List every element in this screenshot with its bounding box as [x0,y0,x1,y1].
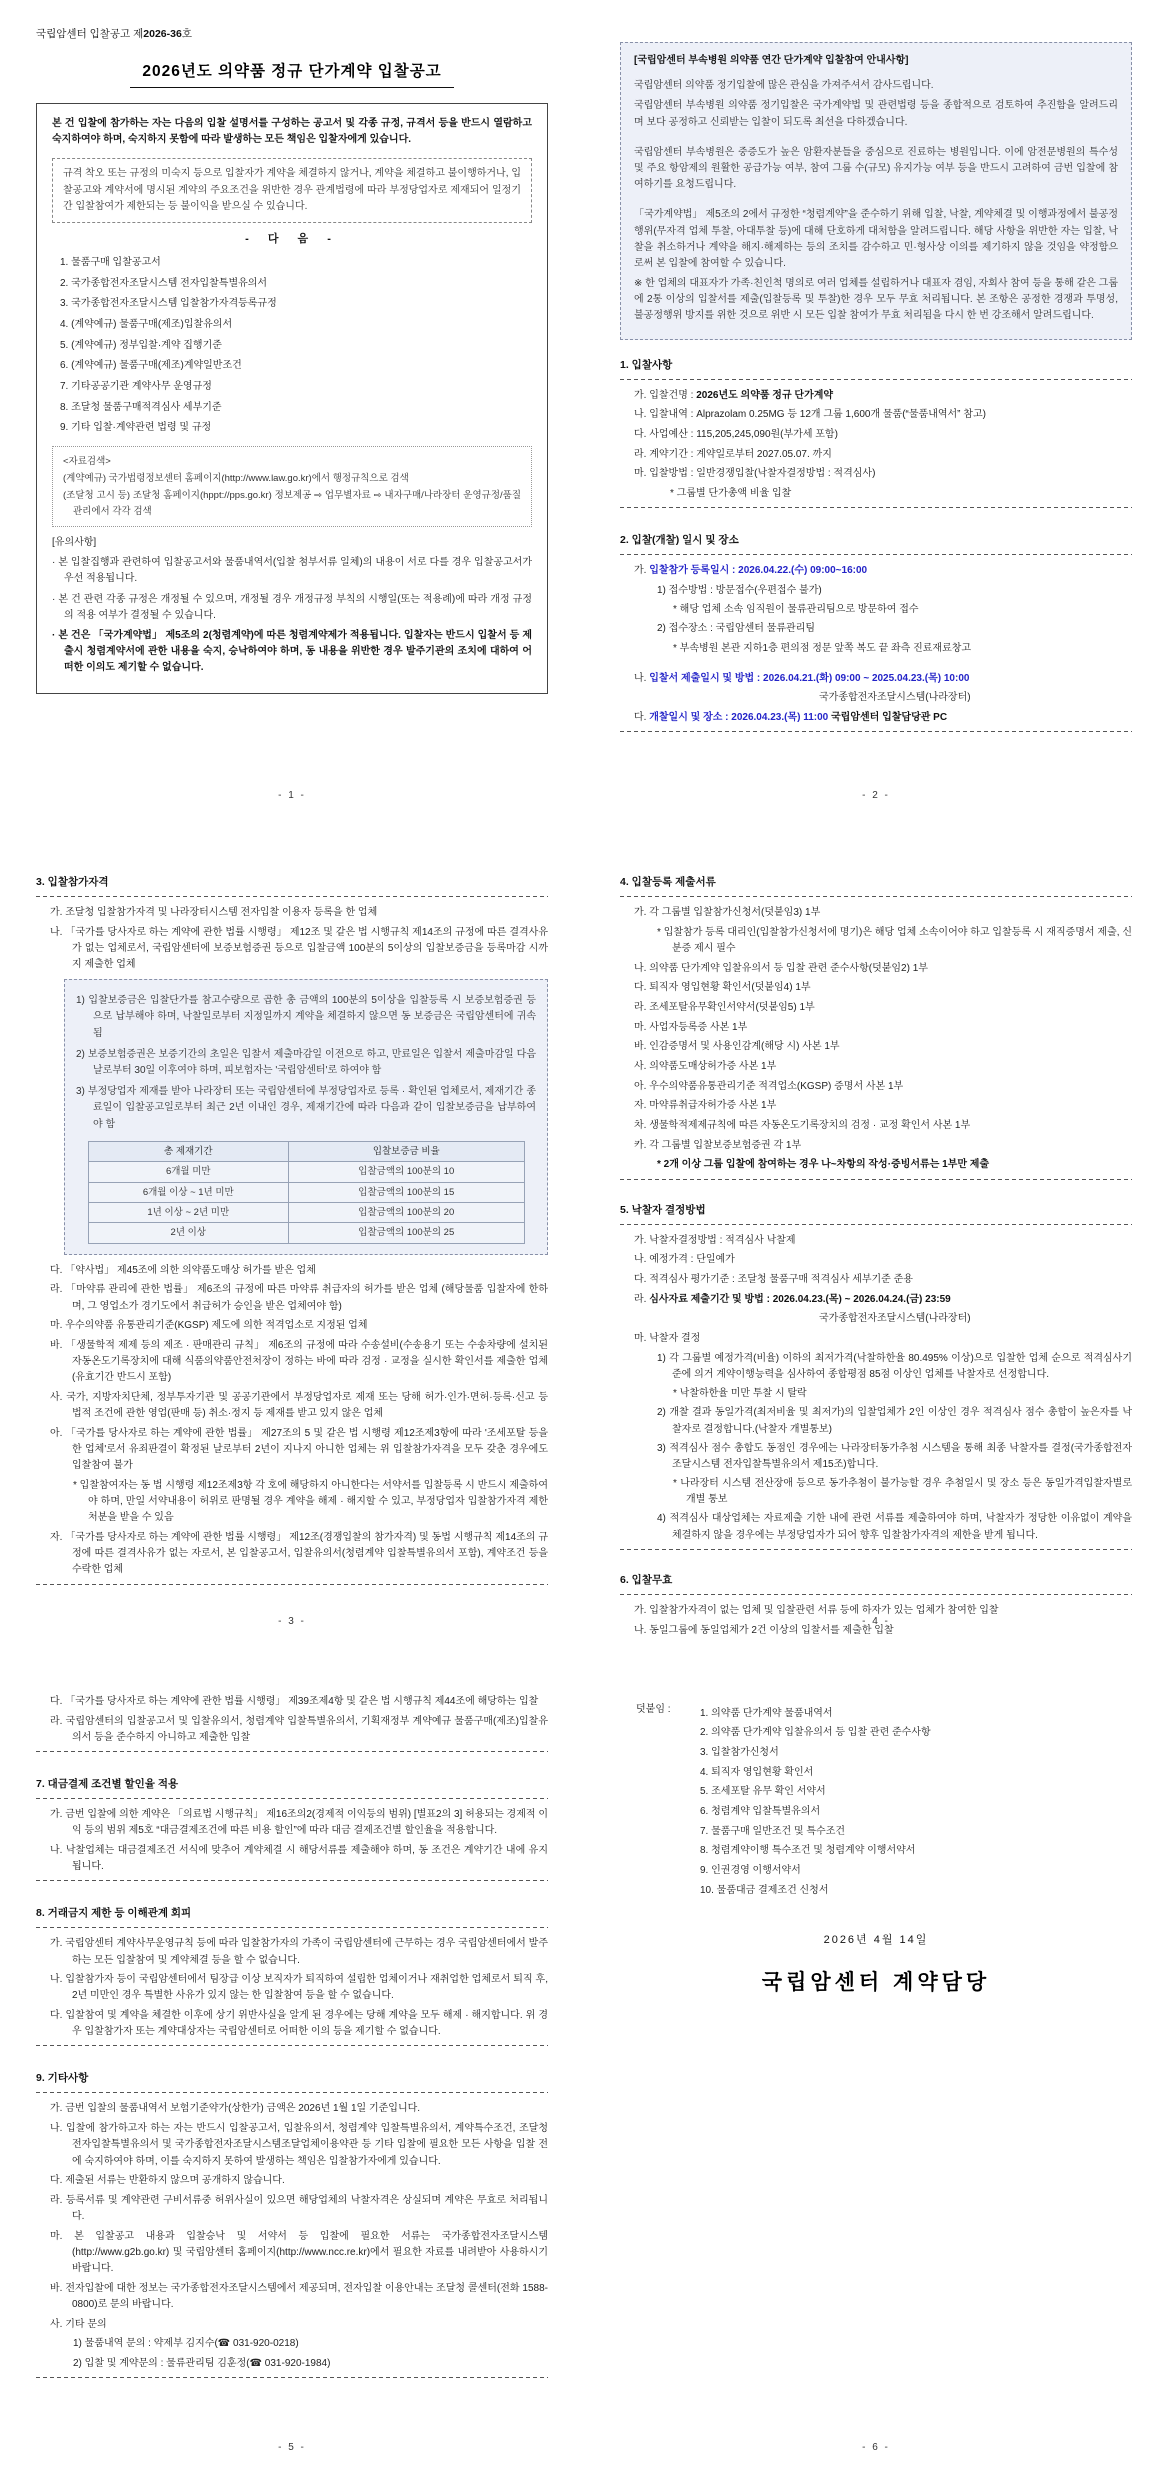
qualification-item: 사. 국가, 지방자치단체, 정부투자기관 및 공공기관에서 부정당업자로 제재 또는 당해 허가·인가·면허·등록·신고 등 법적 조건에 관한 영업(판매 등) 취소·정지 등 제재를 받고 있지 않은 업체 [50,1391,548,1420]
submission-item: 카. 각 그룹별 입찰보증보험증권 각 1부 [634,1139,802,1151]
dashed-separator [36,2092,548,2093]
payment-discount-item: 나. 낙찰업체는 대금결제조건 서식에 맞추어 계약체결 시 해당서류를 제출해야 하며, 동 조건은 계약기간 내에 유지됩니다. [50,1844,548,1873]
table-row [88,1162,524,1182]
guide-paragraph: 국립암센터 의약품 정기입찰에 많은 관심을 가져주셔서 감사드립니다. [634,80,934,92]
table-header-row [88,1141,524,1161]
section-heading: 1. 입찰사항 [620,358,673,371]
column-header-sanction-period: 총 제재기간 [88,1141,289,1161]
registration-datetime-line [634,563,1132,579]
attachments-label: 덧붙임 : [636,1704,671,1715]
submission-note: * 입찰참가 등록 대리인(입찰참가신청서에 명기)은 해당 업체 소속이어야 하고 입찰등록 시 재직증명서 제출, 신분증 제시 필수 [657,926,1132,954]
conflict-item: 다. 입찰참여 및 계약을 체결한 이후에 상기 위반사실을 알게 된 경우에는 당해 계약을 모두 해제 · 해지합니다. 위 경우 입찰참가자 또는 계약대상자는 국립암센터로 어떠한 이의 등을 제기할 수 없습니다. [50,2010,548,2038]
submission-datetime-value: 입찰서 제출일시 및 방법 : 2026.04.21.(화) 09:00 ~ 2025.04.23.(목) 10:00 [649,672,970,684]
header-suffix: 호 [181,28,192,40]
dashed-separator [620,379,1132,380]
section-2-schedule [620,532,1132,732]
cell-period: 1년 이상 ~ 2년 미만 [88,1202,289,1222]
page-number: - 6 - [862,2441,890,2453]
bid-document-item: 4. (계약예규) 물품구매(제조)입찰유의서 [60,318,233,330]
invalid-bid-item: 나. 동일그룹에 동일업체가 2건 이상의 입찰서를 제출한 입찰 [634,1624,894,1636]
submission-document-list [634,961,1132,1154]
attachment-item: 6. 청렴계약 입찰특별유의서 [700,1805,821,1817]
submission-item: 차. 생물학적제제규칙에 따른 자동온도기록장치의 검정 · 교정 확인서 사본 1부 [634,1120,971,1132]
dashed-separator [620,896,1132,897]
award-rule: 4) 적격심사 대상업체는 자료제출 기한 내에 관련 서류를 제출하여야 하며, 낙찰자가 정당한 이유없이 계약을 체결하지 않을 경우에는 부정당업자가 되어 향후 입찰참가자격의 제한을 받게 됩니다. [657,1513,1132,1541]
bid-method-line: 마. 입찰방법 : 일반경쟁입찰(낙찰자결정방법 : 적격심사) [634,468,876,480]
attachments-list [700,1702,1132,1902]
award-rule: 2) 개찰 결과 동일가격(최저비율 및 최저가)의 입찰업체가 2인 이상인 경우 적격심사 점수 총합이 높은자를 낙찰자로 결정합니다.(낙찰자 개별통보) [657,1407,1132,1435]
conflict-item: 가. 국립암센터 계약사무운영규칙 등에 따라 입찰참가자의 가족이 국립암센터에 근무하는 경우 국립암센터에서 발주하는 모든 입찰참여 및 계약체결 등을 할 수 없습니다. [50,1938,548,1966]
daum-divider: - 다 음 - [245,233,339,246]
award-decision-line: 마. 낙찰자 결정 [634,1333,701,1345]
section-heading: 8. 거래금지 제한 등 이해관계 회피 [36,1907,192,1920]
bid-document-item: 2. 국가종합전자조달시스템 전자입찰특별유의서 [60,277,268,289]
section-heading: 3. 입찰참가자격 [36,876,109,888]
reception-method-note: * 해당 업체 소속 임직원이 물류관리팀으로 방문하여 접수 [673,604,919,616]
section-3-qualifications [36,874,548,1585]
submission-item: 가. 각 그룹별 입찰참가신청서(덧붙임3) 1부 [634,907,821,918]
bid-title-value: 2026년도 의약품 정규 단가계약 [696,389,834,401]
misc-item: 사. 기타 문의 [50,2318,107,2330]
section-5-award-method [620,1202,1132,1550]
page-3-content [0,826,584,1652]
warning-box: 규격 착오 또는 규정의 미숙지 등으로 입찰자가 계약을 체결하지 않거나, 계약을 체결하고 불이행하거나, 입찰공고와 계약서에 명시된 계약의 주요조건을 위반한 경우 관계법령에 따라 부정당업자로 제재되어 일정기간 입찰참여가 제한되는 등 불이익을 받으실 수 있습니다. [52,158,532,223]
bid-document-item: 7. 기타공공기관 계약사무 운영규정 [60,380,212,392]
misc-item: 가. 금번 입찰의 물품내역서 보험기준약가(상한가) 금액은 2026년 1월 1일 기준입니다. [50,2103,421,2115]
dashed-separator [36,1798,548,1799]
submission-item: 라. 조세포탈유무확인서약서(덧붙임5) 1부 [634,1001,815,1013]
notice-item: · 본 입찰집행과 관련하여 입찰공고서와 물품내역서(입찰 첨부서류 일체)의 내용이 서로 다를 경우 입찰공고서가 우선 적용됩니다. [52,557,532,585]
submission-item: 나. 의약품 단가계약 입찰유의서 등 입찰 관련 준수사항(덧붙임2) 1부 [634,962,928,974]
dashed-separator [620,507,1132,508]
section-4-body [620,905,1132,1174]
estimated-price-line: 나. 예정가격 : 단일예가 [634,1254,735,1266]
section-heading: 2. 입찰(개찰) 일시 및 장소 [620,534,739,547]
page-2 [584,0,1168,826]
field-label: 라. [634,1293,650,1305]
section-8-conflict-of-interest [36,1905,548,2046]
dashed-separator [36,1880,548,1881]
hospital-guide-box [620,42,1132,340]
submission-item: 마. 사업자등록증 사본 1부 [634,1021,748,1033]
contract-period-line: 라. 계약기간 : 계약일로부터 2027.05.07. 까지 [634,448,832,460]
page-6 [584,1652,1168,2478]
bid-document-list [52,255,532,437]
table-row [88,1223,524,1243]
award-rule-note: * 낙찰하한율 미만 투찰 시 탈락 [673,1388,807,1400]
page-1-content [0,0,584,826]
cell-rate: 입찰금액의 100분의 15 [289,1182,524,1202]
guide-box-title: [국립암센터 부속병원 의약품 연간 단가계약 입찰참여 안내사항] [634,55,909,66]
reference-search-box [52,446,532,528]
page-1 [0,0,584,826]
dashed-separator [620,1594,1132,1595]
guide-paragraph: 국립암센터 부속병원 의약품 정기입찰은 국가계약법 및 관련법령 등을 종합적으로 검토하여 추진함을 알려드리며 보다 공정하고 신뢰받는 입찰이 되도록 최선을 다하겠습니다. [634,100,1118,128]
page-number: - 3 - [278,1615,306,1627]
bid-bond-rule: 1) 입찰보증금은 입찰단가를 참고수량으로 곱한 총 금액의 100분의 5이상을 입찰등록 시 보증보험증권 등으로 납부해야 하며, 낙찰일로부터 지정일까지 계약을 체결하지 않으면 동 보증금은 국립암센터에 귀속 됨 [76,995,536,1039]
submission-item: 바. 인감증명서 및 사용인감계(해당 시) 사본 1부 [634,1041,840,1053]
submission-datetime-line [634,671,1132,687]
cell-rate: 입찰금액의 100분의 20 [289,1202,524,1222]
table-row [88,1202,524,1222]
issuing-authority: 국립암센터 계약담당 [761,1971,991,1995]
attachment-item: 4. 퇴직자 영입현황 확인서 [700,1766,814,1778]
page-number: - 1 - [278,789,306,801]
section-7-body [36,1807,548,1875]
header-announcement-number: 2026-36 [143,28,182,40]
bid-document-item: 5. (계약예규) 정부입찰·계약 집행기준 [60,339,222,351]
misc-item: 라. 등록서류 및 계약관련 구비서류중 허위사실이 있으면 해당업체의 낙찰자격은 상실되며 계약은 무효로 처리됩니다. [50,2194,548,2223]
qualification-item: 바. 「생물학적 제제 등의 제조 · 판매관리 규칙」 제6조의 규정에 따라 수송설비(수송용기 또는 수송차량에 설치된 자동온도기록장치에 대해 식품의약품안전처장이 정하는 바에 따라 검정 · 교정을 실시한 확인서를 제출한 업체(유효기간 반드시 포함) [50,1339,548,1384]
qualification-item: 나. 「국가를 당사자로 하는 계약에 관한 법률 시행령」 제12조 및 같은 법 시행규칙 제14조의 규정에 따른 결격사유가 없는 업체로서, 국립암센터에 보증보험증권 등으로 입찰금액 100분의 5이상의 입찰보증금을 등록마감 시까지 제출한 업체 [50,926,548,971]
dashed-separator [36,896,548,897]
opening-datetime-value: 개찰일시 및 장소 : 2026.04.23.(목) 11:00 [649,712,829,724]
bid-document-item: 8. 조달청 물품구매적격심사 세부기준 [60,401,222,413]
page-5-content [0,1652,584,2478]
page-5 [0,1652,584,2478]
section-heading: 7. 대금결제 조건별 할인율 적용 [36,1778,179,1791]
dashed-separator [620,1224,1132,1225]
guide-paragraph-warning: ※ 한 업체의 대표자가 가족·친인척 명의로 여러 업체를 설립하거나 대표자 겸임, 자회사 참여 등을 통해 같은 그룹에 2통 이상의 입찰서를 제출(입찰등록 및 투찰)한 경우 모두 무효 처리됩니다. 본 조항은 공정한 경쟁과 투명성, 불공정행위 방지를 위한 것으로 위반 시 모든 입찰 참여가 무효 처리됨을 다시 한 번 강조해서 알려드립니다. [634,278,1118,322]
submission-bold-note: * 2개 이상 그룹 입찰에 참여하는 경우 나~차항의 작성·증빙서류는 1부만 제출 [657,1159,990,1171]
search-line: (조달청 고시 등) 조달청 홈페이지(hppt://pps.go.kr) 정보제공 ⇨ 업무별자료 ⇨ 내자구매/나라장터 운영규정/품질관리에서 각각 검색 [63,490,521,517]
section-1-bid-overview [620,357,1132,509]
misc-item: 다. 제출된 서류는 반환하지 않으며 공개하지 않습니다. [50,2175,285,2187]
cell-rate: 입찰금액의 100분의 10 [289,1162,524,1182]
misc-item: 바. 전자입찰에 대한 정보는 국가종합전자조달시스템에서 제공되며, 전자입찰 이용안내는 조달청 콜센터(전화 1588-0800)로 문의 바랍니다. [50,2282,548,2310]
search-line: (계약예규) 국가법령정보센터 홈페이지(http://www.law.go.kr)에서 행정규칙으로 검색 [63,472,409,484]
misc-item: 마. 본 입찰공고 내용과 입찰승낙 및 서약서 등 입찰에 필요한 서류는 국가종합전자조달시스템 (http://www.g2b.go.kr) 및 국립암센터 홈페이지(http://www.ncc.re.kr)에서 필요한 자료를 내려받아 사용하시기 바랍니다. [50,2230,548,2275]
dashed-separator [36,1927,548,1928]
cell-period: 6개월 이상 ~ 1년 미만 [88,1182,289,1202]
section-1-body [620,388,1132,503]
header-prefix: 국립암센터 입찰공고 제 [36,28,144,40]
attachment-item: 1. 의약품 단가계약 물품내역서 [700,1707,833,1719]
contact-item-goods: 1) 물품내역 문의 : 약제부 김지수(☎ 031-920-0218) [73,2338,299,2350]
submission-item: 다. 퇴직자 영입현황 확인서(덧붙임4) 1부 [634,982,811,994]
dashed-separator [36,2045,548,2046]
section-heading: 5. 낙찰자 결정방법 [620,1203,706,1216]
award-rule: 1) 각 그룹별 예정가격(비율) 이하의 최저가격(낙찰하한율 80.495% 이상)으로 입찰한 업체 순으로 적격심사기준에 의거 계약이행능력을 심사하여 종합평점 85점 이상인 업체를 낙찰자로 선정합니다. [657,1352,1132,1380]
bid-bond-rule: 3) 부정당업자 제재를 받아 나라장터 또는 국립암센터에 부정당업자로 등록 · 확인된 업체로서, 제재기간 종료일이 입찰공고일로부터 최근 2년 이내인 경우, 제재기간에 따라 다음과 같이 입찰보증금을 납부하여야 함 [76,1086,536,1130]
section-7-payment-discount [36,1776,548,1881]
column-header-bond-rate: 입찰보증금 비율 [289,1141,524,1161]
qualification-note: * 입찰참여자는 동 법 시행령 제12조제3항 각 호에 해당하지 아니한다는 서약서를 입찰등록 시 반드시 제출하여야 하며, 만일 서약내용이 허위로 판명될 경우 계약을 해제 · 해지할 수 있고, 부정당업자 입찰참가자격 제한 처분을 받을 수 있음 [73,1479,548,1524]
reception-place-note: * 부속병원 본관 지하1층 편의점 정문 앞쪽 복도 끝 좌측 진료재료창고 [673,642,972,654]
dashed-separator [620,1179,1132,1180]
announcement-date: 2026년 4월 14일 [823,1934,929,1947]
page-6-content [584,1652,1168,2478]
dashed-separator [36,1751,548,1752]
bid-items-line: 나. 입찰내역 : Alprazolam 0.25MG 등 12개 그룹 1,600개 물품(“물품내역서” 참고) [634,409,986,421]
submission-item: 아. 우수의약품유통관리기준 적격업소(KGSP) 증명서 사본 1부 [634,1080,904,1092]
reception-place-line: 2) 접수장소 : 국립암센터 물류관리팀 [657,623,816,635]
submission-item: 사. 의약품도매상허가증 사본 1부 [634,1061,777,1072]
attachment-item: 9. 인권경영 이행서약서 [700,1865,801,1876]
dashed-separator [36,2377,548,2378]
section-6-continued [36,1694,548,1746]
section-heading: 4. 입찰등록 제출서류 [620,876,716,888]
award-method-line: 가. 낙찰자결정방법 : 적격심사 낙찰제 [634,1234,796,1246]
attachment-item: 2. 의약품 단가계약 입찰유의서 등 입찰 관련 준수사항 [700,1727,931,1739]
section-heading: 9. 기타사항 [36,2072,89,2085]
invalid-bid-item: 다. 「국가를 당사자로 하는 계약에 관한 법률 시행령」 제39조제4항 및 같은 법 시행규칙 제44조에 해당하는 입찰 [50,1696,539,1707]
review-system-line: 국가종합전자조달시스템(나라장터) [819,1313,971,1325]
section-4-submission-documents [620,874,1132,1180]
attachment-item: 5. 조세포탈 유무 확인 서약서 [700,1786,826,1798]
notice-item: · 본 건 관련 각종 규정은 개정될 수 있으며, 개정될 경우 개정규정 부칙의 시행일(또는 적용례)에 따라 개정 규정의 적용 여부가 결정될 수 있습니다. [52,593,532,621]
guide-paragraph: 「국가계약법」 제5조의 2에서 규정한 “청렴계약”을 준수하기 위해 입찰, 낙찰, 계약체결 및 이행과정에서 불공정행위(무자격 업체 투찰, 아대투찰 등)에 대해 단호하게 대처함을 알려드립니다. 해당 사항을 위반한 자는 입찰, 낙찰을 취소하거나 계약을 해지·해제하는 등의 조치를 감수하고 민·형사상 이의를 제기하지 않을 것임을 약정함으로써 본 입찰에 참여할 수 있습니다. [634,209,1118,269]
title-wrap [36,59,548,88]
bid-document-item: 9. 기타 입찰·계약관련 법령 및 규정 [60,422,212,434]
conflict-item: 나. 입찰참가자 등이 국립암센터에서 팀장급 이상 보직자가 퇴직하여 설립한 업체이거나 재취업한 업체로서 퇴직 후, 2년 미만인 경우 특별한 사유가 있지 않는 한 입찰참여 등을 할 수 없습니다. [50,1974,548,2002]
field-label: 다. [634,712,650,724]
qualification-item: 자. 「국가를 당사자로 하는 계약에 관한 법률 시행령」 제12조(경쟁입찰의 참가자격) 및 동법 시행규칙 제14조의 규정에 따른 결격사유가 없는 자로서, 본 입찰공고서, 입찰유의서(청렴계약 입찰특별유의서 포함), 계약조건 등을 수락한 업체 [50,1531,548,1576]
budget-line: 다. 사업예산 : 115,205,245,090원(부가세 포함) [634,429,838,440]
attachment-item: 7. 물품구매 일반조건 및 특수조건 [700,1825,846,1837]
invalid-bid-item: 가. 입찰참가자격이 없는 업체 및 입찰관련 서류 등에 하자가 있는 업체가 참여한 입찰 [634,1604,999,1616]
review-period-line [634,1292,1132,1308]
page-4 [584,826,1168,1652]
attachments-block [620,1702,1132,1902]
guide-paragraph: 국립암센터 부속병원은 중증도가 높은 암환자분들을 중심으로 진료하는 병원입니다. 이에 암전문병원의 특수성 및 주요 항암제의 원활한 공급가능 여부, 참여 그룹 수(규모) 유지가능 여부 등을 반드시 고려하여 금번 입찰에 참여하기를 요청드립니다. [634,146,1118,191]
field-label: 나. [634,672,650,684]
table-row [88,1182,524,1202]
qualification-item: 마. 우수의약품 유통관리기준(KGSP) 제도에 의한 적격업소로 지정된 업체 [50,1320,368,1332]
attachment-item: 8. 청렴계약이행 특수조건 및 청렴계약 이행서약서 [700,1845,916,1857]
bid-bond-rate-table [88,1141,525,1244]
page-2-content [584,0,1168,826]
section-8-body [36,1936,548,2040]
submission-system-line: 국가종합전자조달시스템(나라장터) [819,692,971,704]
qualification-item: 가. 조달청 입찰참가자격 및 나라장터시스템 전자입찰 이용자 등록을 한 업체 [50,907,378,918]
document-title: 2026년도 의약품 정규 단가계약 입찰공고 [130,59,453,88]
registration-datetime-value: 입찰참가 등록일시 : 2026.04.22.(수) 09:00~16:00 [649,565,868,577]
contact-item-contract: 2) 입찰 및 계약문의 : 물류관리팀 김훈정(☎ 031-920-1984) [73,2357,331,2369]
opening-datetime-line [634,710,1132,726]
dashed-separator [620,554,1132,555]
intro-paragraph: 본 건 입찰에 참가하는 자는 다음의 입찰 설명서를 구성하는 공고서 및 각종 규정, 규격서 등을 반드시 열람하고 숙지하여야 하며, 숙지하지 못함에 따라 발생하는 모든 책임은 입찰자에게 있습니다. [52,118,532,146]
attachment-item: 10. 물품대금 결제조건 신청서 [700,1884,829,1896]
notice-item-integrity: · 본 건은 「국가계약법」 제5조의 2(청렴계약)에 따른 청렴계약제가 적용됩니다. 입찰자는 반드시 입찰서 등 제출시 청렴계약서에 관한 내용을 숙지, 승낙하여야 하며, 동 내용을 위반한 경우 발주기관의 조치에 대하여 어떠한 이의도 제기할 수 없습니다. [52,629,532,674]
bid-bond-rule: 2) 보증보험증권은 보증기간의 초일은 입찰서 제출마감일 이전으로 하고, 만료일은 입찰서 제출마감일 다음날로부터 30일 이후여야 하며, 피보험자는 '국립암센터'로 하여야 함 [76,1048,536,1076]
bid-document-item: 6. (계약예규) 물품구매(제조)계약일반조건 [60,360,242,372]
dashed-separator [620,1549,1132,1550]
award-rule-note: * 나라장터 시스템 전산장애 등으로 동가추첨이 불가능할 경우 추첨일시 및 장소 등은 동일가격입찰자별로 개별 통보 [673,1478,1132,1506]
bid-bond-box [64,979,548,1254]
section-3-body [36,905,548,1579]
review-period-value: 심사자료 제출기간 및 방법 : 2026.04.23.(목) ~ 2026.04.24.(금) 23:59 [649,1293,951,1305]
search-box-title: <자료검색> [63,455,111,467]
bid-document-item: 1. 물품구매 입찰공고서 [60,256,161,268]
opening-place-value: 국립암센터 입찰담당관 PC [828,712,948,724]
reception-method-line: 1) 접수방법 : 방문접수(우편접수 불가) [657,584,822,596]
page-number: - 5 - [278,2441,306,2453]
page-number: - 4 - [862,1615,890,1627]
document-header [36,26,548,43]
dashed-separator [36,1584,548,1585]
page-number: - 2 - [862,789,890,801]
attachment-item: 3. 입찰참가신청서 [700,1746,779,1758]
award-rule: 3) 적격심사 점수 총합도 동점인 경우에는 나라장터동가추첨 시스템을 통해 최종 낙찰자를 결정(국가종합전자조달시스템 전자입찰특별유의서 제15조)합니다. [657,1442,1132,1470]
qualification-item: 다. 「약사법」 제45조에 의한 의약품도매상 허가를 받은 업체 [50,1264,316,1276]
bid-method-note: * 그룹별 단가총액 비율 입찰 [670,488,792,500]
cell-rate: 입찰금액의 100분의 25 [289,1223,524,1243]
section-2-body [620,563,1132,726]
cell-period: 6개월 미만 [88,1162,289,1182]
evaluation-criteria-line: 다. 적격심사 평가기준 : 조달청 물품구매 적격심사 세부기준 준용 [634,1274,913,1285]
submission-item: 자. 마약류취급자허가증 사본 1부 [634,1100,777,1112]
field-label: 가. [634,565,650,577]
misc-item: 나. 입찰에 참가하고자 하는 자는 반드시 입찰공고서, 입찰유의서, 청렴계약 입찰특별유의서, 계약특수조건, 조달청전자입찰특별유의서 및 국가종합전자조달시스템조달업체이용약관 등 기타 입찰에 필요한 모든 사항을 입찰 전에 숙지하여야 하며, 이를 숙지하지 못하여 발생하는 책임은 입찰참가자에게 있습니다. [50,2123,548,2167]
bid-title-line [634,388,1132,404]
section-5-body [620,1233,1132,1544]
section-9-body [36,2101,548,2371]
payment-discount-item: 가. 금번 입찰에 의한 계약은 「의료법 시행규칙」 제16조의2(경제적 이익등의 범위) [별표2의 3] 허용되는 경제적 이익 등의 범위 제5호 “대금결제조건에 따른 비용 할인”에 따라 대금 결제조건별 할인율을 적용합니다. [50,1809,548,1837]
bid-document-item: 3. 국가종합전자조달시스템 입찰참가자격등록규정 [60,298,277,310]
section-heading: 6. 입찰무효 [620,1573,673,1586]
page-4-content [584,826,1168,1652]
page-3 [0,826,584,1652]
section-9-miscellaneous [36,2070,548,2377]
field-label: 가. 입찰건명 : [634,389,697,401]
dashed-separator [620,731,1132,732]
invalid-bid-item: 라. 국립암센터의 입찰공고서 및 입찰유의서, 청렴계약 입찰특별유의서, 기획재정부 계약예규 물품구매(제조)입찰유의서 등을 준수하지 아니하고 제출한 입찰 [50,1715,548,1743]
qualification-item: 아. 「국가를 당사자로 하는 계약에 관한 법률」 제27조의 5 및 같은 법 시행령 제12조제3항에 따라 '조세포탈 등을 한 업체'로서 유죄판결이 확정된 날로부터 2년이 지나지 아니한 업체는 위 입찰참가자격을 모두 갖춘 경우에도 입찰참여 불가 [50,1427,548,1472]
notice-title: [유의사항] [52,537,97,549]
qualification-item: 라. 「마약류 관리에 관한 법률」 제6조의 규정에 따른 마약류 취급자의 허가를 받은 업체 (해당물품 입찰자에 한하며, 그 영업소가 경기도에서 취급허가 승인을 받은 업체여야 함) [50,1284,548,1312]
intro-box [36,103,548,693]
cell-period: 2년 이상 [88,1223,289,1243]
